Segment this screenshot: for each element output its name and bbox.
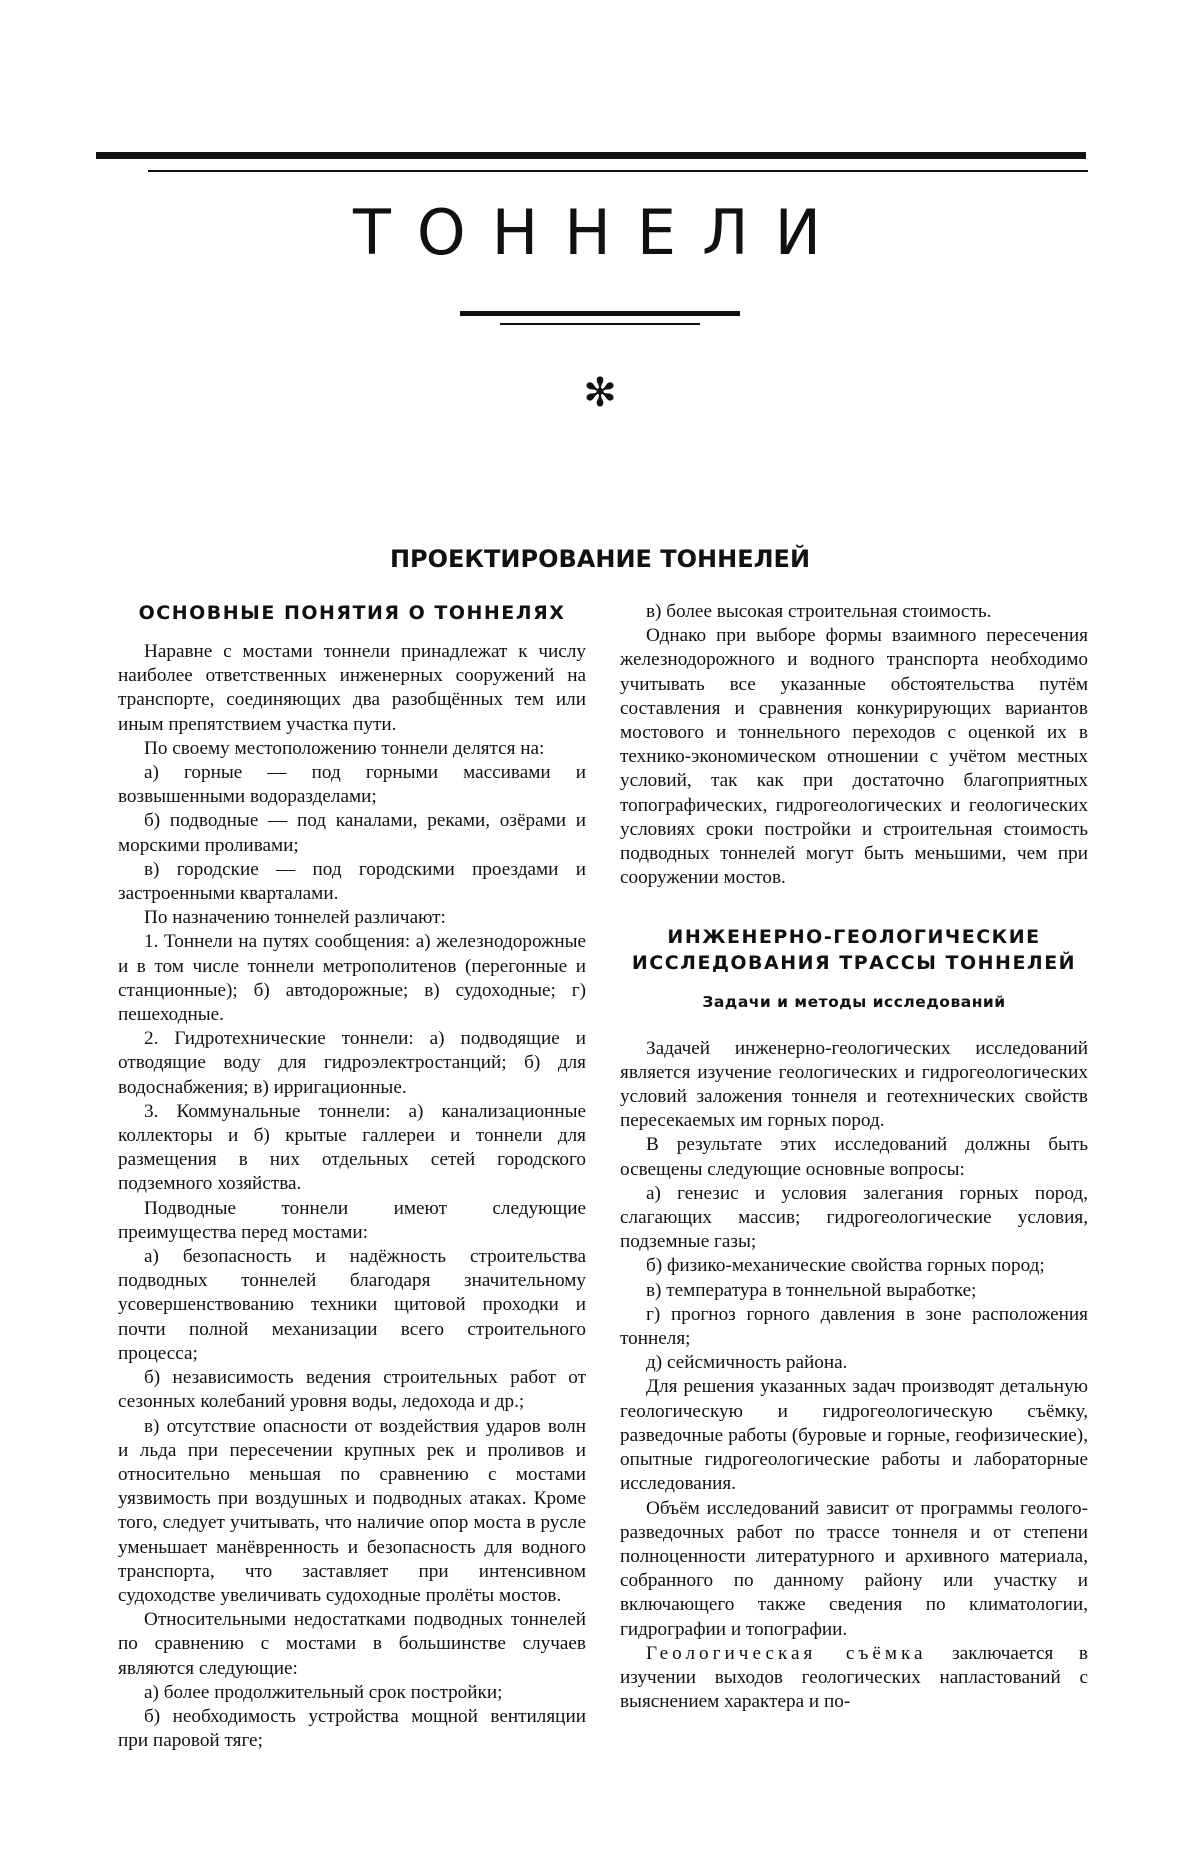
subheading: Задачи и методы исследований: [702, 993, 1006, 1012]
ornament-icon: ✻: [583, 370, 617, 416]
paragraph: Относительными недостатками подводных тоннелей по сравнению с мостами в большинстве случаев являются следующие:: [118, 1609, 586, 1679]
paragraph: Задачей инженерно-геологических исследований является изучение геологических и гидрогеологических условий заложения тоннеля и геотехнических свойств пересекаемых им горных пород.: [620, 1037, 1088, 1132]
title-underline-thin: [500, 323, 700, 325]
list-item: б) физико-механические свойства горных пород;: [646, 1255, 1045, 1277]
list-item: а) безопасность и надёжность строительства подводных тоннелей благодаря значительному усовершенствованию техники щитовой проходки и почти полной механизации всего строительного процесса;: [118, 1246, 586, 1364]
list-item: в) отсутствие опасности от воздействия ударов волн и льда при пересечении крупных рек и проливов и относительно меньшая по сравнению с мостами уязвимость при воздушных и подводных атаках. Кроме того, следует учитывать, что наличие опор моста в русле уменьшает манёвренность и безопасность для водного транспорта, что заставляет при интенсивном судоходстве увеличивать судоходные пролёты мостов.: [118, 1415, 586, 1606]
list-item: б) подводные — под каналами, реками, озёрами и морскими проливами;: [118, 810, 586, 856]
list-item: а) более продолжительный срок постройки;: [144, 1681, 503, 1703]
list-item: в) более высокая строительная стоимость.: [646, 601, 992, 622]
paragraph: Однако при выборе формы взаимного пересечения железнодорожного и водного транспорта необходимо учитывать все указанные обстоятельства путём составления и сравнения конкурирующих вариантов мостового и тоннельного переходов с оценкой их в технико-экономическом отношении с учётом местных условий, так как при достаточно благоприятных топографических, гидрогеологических и геологических условиях сроки постройки и строительная стоимость подводных тоннелей могут быть меньшими, чем при сооружении мостов.: [620, 625, 1088, 889]
left-column: [118, 600, 586, 1753]
top-rule-thick: [96, 152, 1086, 159]
paragraph: Объём исследований зависит от программы геолого-разведочных работ по трассе тоннеля и от степени полноценности литературного и архивного материала, собранного по данному району или участку и включающего также сведения по климатологии, гидрографии и топографии.: [620, 1497, 1088, 1640]
right-heading-line2: ИССЛЕДОВАНИЯ ТРАССЫ ТОННЕЛЕЙ: [631, 952, 1077, 975]
right-column: [620, 600, 1088, 1714]
list-item: а) горные — под горными массивами и возвышенными водоразделами;: [118, 762, 586, 808]
section-title: ПРОЕКТИРОВАНИЕ ТОННЕЛЕЙ: [389, 545, 811, 573]
list-item: б) необходимость устройства мощной вентиляции при паровой тяге;: [118, 1705, 586, 1752]
paragraph: Для решения указанных задач производят детальную геологическую и гидрогеологическую съёмку, разведочные работы (буровые и горные, геофизические), опытные гидрогеологические работы и лабораторные исследования.: [620, 1376, 1088, 1495]
title-underline-thick: [460, 311, 740, 316]
paragraph: Подводные тоннели имеют следующие преимущества перед мостами:: [118, 1197, 586, 1243]
list-item: 2. Гидротехнические тоннели: а) подводящие и отводящие воду для гидроэлектростанций; б) для водоснабжения; в) ирригационные.: [118, 1028, 586, 1098]
list-item: 3. Коммунальные тоннели: а) канализационные коллекторы и б) крытые галлереи и тоннели для размещения в них отдельных сетей городского подземного хозяйства.: [118, 1100, 586, 1195]
paragraph: Наравне с мостами тоннели принадлежат к числу наиболее ответственных инженерных сооружений на транспорте, соединяющих два разобщённых тем или иным препятствием участка пути.: [118, 641, 586, 735]
list-item: г) прогноз горного давления в зоне расположения тоннеля;: [620, 1303, 1088, 1350]
paragraph: По своему местоположению тоннели делятся на:: [144, 737, 545, 759]
paragraph: В результате этих исследований должны быть освещены следующие основные вопросы:: [620, 1134, 1088, 1180]
right-heading-line1: ИНЖЕНЕРНО-ГЕОЛОГИЧЕСКИЕ: [667, 926, 1041, 949]
paragraph: По назначению тоннелей различают:: [144, 907, 446, 929]
list-item: а) генезис и условия залегания горных пород, слагающих массив; гидрогеологические условия, подземные газы;: [620, 1182, 1088, 1253]
paragraph: [620, 1642, 1088, 1715]
list-item: д) сейсмичность района.: [646, 1352, 848, 1374]
list-item: б) независимость ведения строительных работ от сезонных колебаний уровня воды, ледохода и др.;: [118, 1367, 586, 1413]
page-title: ТОННЕЛИ: [352, 196, 848, 269]
top-rule-thin: [148, 170, 1088, 172]
left-heading: ОСНОВНЫЕ ПОНЯТИЯ О ТОННЕЛЯХ: [138, 602, 566, 624]
list-item: 1. Тоннели на путях сообщения: а) железнодорожные и в том числе тоннели метрополитенов (перегонные и станционные); б) автодорожные; в) судоходные; г) пешеходные.: [118, 931, 586, 1026]
spaced-term: Геологическая съёмка: [646, 1642, 927, 1664]
list-item: в) температура в тоннельной выработке;: [646, 1279, 977, 1301]
list-item: в) городские — под городскими проездами и застроенными кварталами.: [118, 858, 586, 905]
paragraph-rest: заключается в изучении выходов геологических напластований с выяснением характера и по-: [620, 1642, 1088, 1713]
